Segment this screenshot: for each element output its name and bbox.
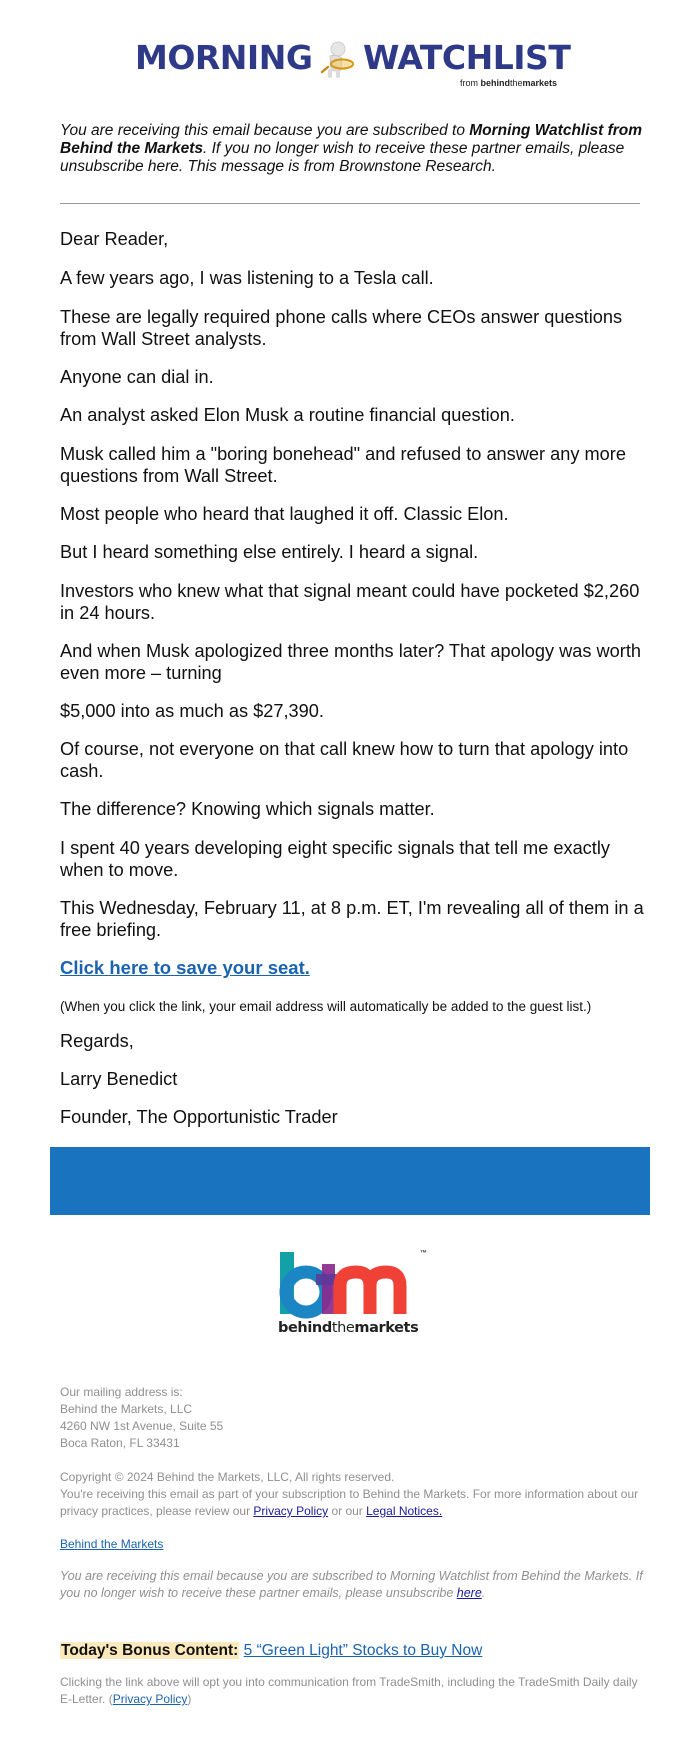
paragraph: Anyone can dial in. — [60, 367, 214, 387]
paragraph: An analyst asked Elon Musk a routine financial question. — [60, 405, 515, 425]
address-line-1: 4260 NW 1st Avenue, Suite 55 — [60, 1419, 224, 1433]
btm-markets: markets — [354, 1320, 419, 1336]
privacy-text-1: You're receiving this email as part of your subscription to Behind the Markets. For more information about our privacy practices, please review our — [60, 1487, 639, 1518]
cta-paragraph — [60, 957, 650, 979]
paragraph: But I heard something else entirely. I heard a signal. — [60, 542, 479, 562]
logo-from-behindthemarkets — [460, 78, 557, 88]
btm-monogram-icon — [278, 1248, 428, 1320]
subscription-notice — [60, 122, 645, 176]
mailing-address — [60, 1384, 650, 1452]
copyright-text: Copyright © 2024 Behind the Markets, LLC, All rights reserved. — [60, 1470, 395, 1484]
privacy-text-2: or our — [328, 1504, 367, 1518]
trademark-symbol: ™ — [420, 1250, 427, 1257]
author-name: Larry Benedict — [60, 1069, 178, 1089]
paragraph: $5,000 into as much as $27,390. — [60, 701, 324, 721]
unsubscribe-notice — [60, 1568, 650, 1602]
logo-from-label: from — [460, 78, 478, 88]
paragraph: Most people who heard that laughed it off. Classic Elon. — [60, 504, 509, 524]
logo-brand-the: the — [510, 78, 523, 88]
paragraph: This Wednesday, February 11, at 8 p.m. ET, I'm revealing all of them in a free briefing. — [60, 898, 644, 940]
tradesmith-privacy-link[interactable]: Privacy Policy — [112, 1692, 188, 1706]
copyright-block — [60, 1469, 650, 1520]
paragraph: A few years ago, I was listening to a Tesla call. — [60, 268, 434, 288]
bonus-label: Today's Bonus Content: — [61, 1642, 239, 1659]
bonus-content — [60, 1641, 482, 1661]
logo-word-watchlist: WATCHLIST — [363, 38, 571, 77]
privacy-policy-link[interactable]: Privacy Policy — [253, 1504, 329, 1518]
notice-text-2: . If you no longer wish to receive these partner emails, please unsubscribe here. This message is from Brownstone Research. — [60, 140, 625, 175]
btm-link-row — [60, 1536, 650, 1553]
unsubscribe-end: . — [481, 1586, 486, 1600]
paragraph: Musk called him a "boring bonehead" and refused to answer any more questions from Wall Street. — [60, 444, 626, 486]
mailing-label: Our mailing address is: — [60, 1385, 183, 1399]
paragraph: The difference? Knowing which signals matter. — [60, 799, 435, 819]
legal-notices-link[interactable]: Legal Notices. — [366, 1504, 443, 1518]
magnifying-glass-figure-icon — [314, 40, 356, 82]
cta-note: (When you click the link, your email address will automatically be added to the guest list.) — [60, 999, 592, 1014]
notice-text-1: You are receiving this email because you are subscribed to — [60, 122, 470, 139]
optin-end: ) — [187, 1692, 192, 1706]
signoff: Regards, — [60, 1031, 134, 1051]
paragraph: I spent 40 years developing eight specific signals that tell me exactly when to move. — [60, 838, 610, 880]
header-divider — [60, 203, 640, 204]
paragraph: These are legally required phone calls where CEOs answer questions from Wall Street analysts. — [60, 307, 623, 349]
unsubscribe-text: You are receiving this email because you are subscribed to Morning Watchlist from Behind the Markets. If you no longer wish to receive these partner emails, please unsubscribe — [60, 1569, 643, 1600]
save-seat-link[interactable]: Click here to save your seat. — [60, 957, 310, 978]
behind-the-markets-logo[interactable] — [278, 1248, 428, 1348]
logo-word-morning: MORNING — [135, 38, 313, 77]
morning-watchlist-logo[interactable] — [0, 38, 700, 94]
btm-the: the — [331, 1320, 355, 1336]
optin-notice — [60, 1674, 650, 1708]
btm-behind: behind — [278, 1320, 332, 1336]
btm-wordmark — [278, 1320, 428, 1336]
blue-banner[interactable] — [50, 1147, 650, 1215]
privacy-statement — [60, 1486, 650, 1520]
logo-brand-markets: markets — [522, 78, 558, 88]
author-title: Founder, The Opportunistic Trader — [60, 1107, 338, 1127]
paragraph: And when Musk apologized three months later? That apology was worth even more – turning — [60, 641, 641, 683]
paragraph: Of course, not everyone on that call knew how to turn that apology into cash. — [60, 739, 629, 781]
address-line-2: Boca Raton, FL 33431 — [60, 1436, 180, 1450]
company-name: Behind the Markets, LLC — [60, 1402, 193, 1416]
paragraph: Investors who knew what that signal meant could have pocketed $2,260 in 24 hours. — [60, 581, 640, 623]
bonus-content-link[interactable]: 5 “Green Light” Stocks to Buy Now — [243, 1642, 483, 1659]
logo-brand-behind: behind — [480, 78, 511, 88]
paragraph-greeting: Dear Reader, — [60, 229, 169, 249]
notice-newsletter-name: Morning Watchlist from Behind the Markets — [60, 122, 643, 157]
optin-text: Clicking the link above will opt you into communication from TradeSmith, including the TradeSmith Daily daily E-Letter. ( — [60, 1675, 638, 1706]
unsubscribe-here-link[interactable]: here — [456, 1586, 482, 1600]
behind-the-markets-link[interactable]: Behind the Markets — [60, 1537, 164, 1551]
